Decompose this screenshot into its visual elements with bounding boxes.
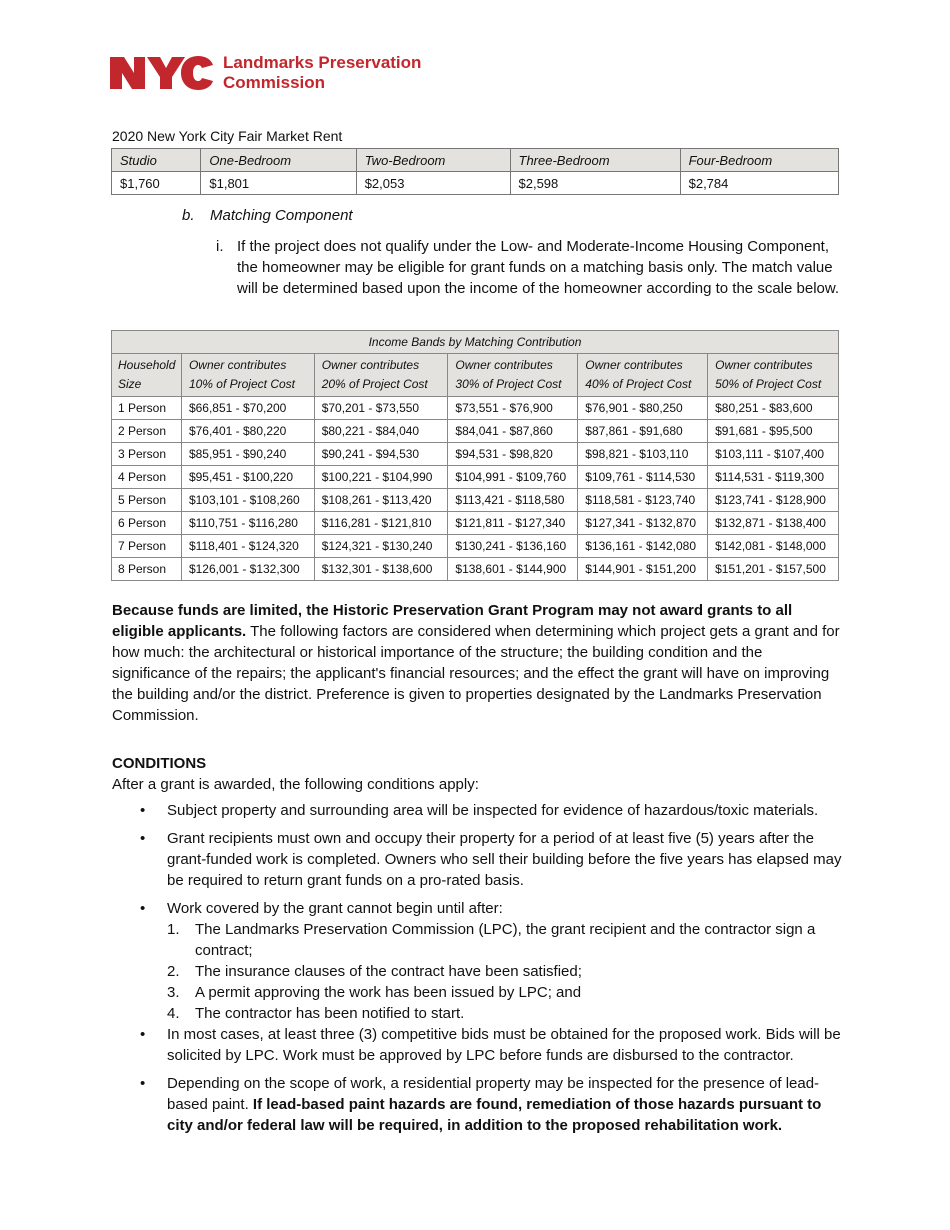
income-band-cell: $104,991 - $109,760 — [448, 466, 578, 489]
list-marker: 4. — [167, 1005, 180, 1022]
income-band-cell: $66,851 - $70,200 — [181, 397, 314, 420]
work-prerequisites-list — [140, 919, 845, 1024]
income-band-cell: $87,861 - $91,680 — [578, 420, 708, 443]
income-band-cell: $126,001 - $132,300 — [181, 558, 314, 581]
list-item — [140, 800, 845, 821]
income-band-cell: $80,221 - $84,040 — [314, 420, 448, 443]
income-band-cell: $103,111 - $107,400 — [708, 443, 839, 466]
list-marker: b. — [182, 207, 195, 224]
nyc-lpc-logo — [110, 52, 421, 94]
list-item-text: Grant recipients must own and occupy their property for a period of at least five (5) years after the grant-funded work is completed. Owners who sell their building before the five years has elapsed may be required to return grant funds on a pro-rated basis. — [167, 830, 842, 889]
funding-paragraph-bold: Because funds are limited, the Historic Preservation Grant Program may not award grants to all eligible applicants. — [112, 602, 793, 640]
funding-paragraph-text: The following factors are considered when determining which project gets a grant and for how much: the architectural or historical importance of the structure; the building condition and the significance of the repairs; the applicant's financial resources; and the effect the grant will have on improving the building and/or the district. Preference is given to properties designated by the Landmarks Preservation Commission. — [112, 623, 840, 724]
income-band-cell: $114,531 - $119,300 — [708, 466, 839, 489]
household-size-cell: 2 Person — [112, 420, 182, 443]
income-table-title: Income Bands by Matching Contribution — [112, 331, 839, 354]
household-size-cell: 7 Person — [112, 535, 182, 558]
income-bands-table — [111, 330, 839, 581]
fmr-header-row — [112, 149, 839, 172]
income-band-cell: $73,551 - $76,900 — [448, 397, 578, 420]
contribution-header: Owner contributes 10% of Project Cost — [181, 354, 314, 397]
income-band-cell: $109,761 - $114,530 — [578, 466, 708, 489]
list-item-text: The Landmarks Preservation Commission (LPC), the grant recipient and the contractor sign a contract; — [195, 921, 816, 959]
org-name-line2: Commission — [223, 73, 326, 92]
income-band-cell: $84,041 - $87,860 — [448, 420, 578, 443]
household-size-header: Household Size — [112, 354, 182, 397]
income-band-cell: $136,161 - $142,080 — [578, 535, 708, 558]
fmr-header-cell: Studio — [112, 149, 201, 172]
bullet-icon: • — [140, 1026, 146, 1043]
income-band-cell: $103,101 - $108,260 — [181, 489, 314, 512]
bullet-icon: • — [140, 830, 146, 847]
contribution-header: Owner contributes 20% of Project Cost — [314, 354, 448, 397]
list-item-text: A permit approving the work has been issued by LPC; and — [195, 984, 582, 1001]
list-item-text: Work covered by the grant cannot begin until after: — [167, 900, 503, 917]
list-item — [140, 898, 845, 919]
income-band-cell: $70,201 - $73,550 — [314, 397, 448, 420]
income-band-cell: $130,241 - $136,160 — [448, 535, 578, 558]
income-band-cell: $123,741 - $128,900 — [708, 489, 839, 512]
income-band-cell: $85,951 - $90,240 — [181, 443, 314, 466]
income-band-cell: $90,241 - $94,530 — [314, 443, 448, 466]
funding-paragraph — [112, 600, 842, 726]
org-name-line1: Landmarks Preservation — [223, 53, 422, 72]
list-item — [140, 828, 845, 891]
income-band-cell: $142,081 - $148,000 — [708, 535, 839, 558]
income-band-cell: $100,221 - $104,990 — [314, 466, 448, 489]
income-band-cell: $116,281 - $121,810 — [314, 512, 448, 535]
income-band-cell: $95,451 - $100,220 — [181, 466, 314, 489]
list-item-text: Subject property and surrounding area will be inspected for evidence of hazardous/toxic materials. — [167, 802, 819, 819]
fmr-value-cell: $1,760 — [112, 172, 201, 195]
conditions-heading: CONDITIONS — [112, 755, 207, 772]
fmr-value-cell: $2,598 — [510, 172, 680, 195]
bullet-icon: • — [140, 900, 146, 917]
contribution-header: Owner contributes 50% of Project Cost — [708, 354, 839, 397]
income-band-cell: $94,531 - $98,820 — [448, 443, 578, 466]
fmr-header-cell: Three-Bedroom — [510, 149, 680, 172]
list-item — [167, 919, 845, 961]
income-table-header-row — [112, 354, 839, 397]
fmr-value-cell: $2,784 — [680, 172, 838, 195]
conditions-list — [140, 800, 845, 1143]
table-row — [112, 558, 839, 581]
table-row — [112, 397, 839, 420]
household-size-cell: 6 Person — [112, 512, 182, 535]
income-band-cell: $113,421 - $118,580 — [448, 489, 578, 512]
matching-component-text: If the project does not qualify under the Low- and Moderate-Income Housing Component, the homeowner may be eligible for grant funds on a matching basis only. The match value will be determined based upon the income of the homeowner according to the scale below. — [237, 238, 840, 297]
income-table-title-row — [112, 331, 839, 354]
contribution-header: Owner contributes 40% of Project Cost — [578, 354, 708, 397]
income-band-cell: $118,581 - $123,740 — [578, 489, 708, 512]
income-band-cell: $118,401 - $124,320 — [181, 535, 314, 558]
income-band-cell: $132,871 - $138,400 — [708, 512, 839, 535]
table-row — [112, 512, 839, 535]
contribution-header: Owner contributes 30% of Project Cost — [448, 354, 578, 397]
list-marker: 1. — [167, 921, 180, 938]
matching-component-title: Matching Component — [210, 207, 353, 224]
fmr-header-cell: Four-Bedroom — [680, 149, 838, 172]
income-band-cell: $76,901 - $80,250 — [578, 397, 708, 420]
fmr-value-cell: $2,053 — [356, 172, 510, 195]
household-size-cell: 4 Person — [112, 466, 182, 489]
list-item — [140, 1024, 845, 1066]
fair-market-rent-table — [111, 148, 839, 195]
table-row — [112, 489, 839, 512]
fmr-table-caption: 2020 New York City Fair Market Rent — [112, 128, 343, 144]
fmr-header-cell: Two-Bedroom — [356, 149, 510, 172]
lead-paint-warning: If lead-based paint hazards are found, remediation of those hazards pursuant to city and/or federal law will be required, in addition to the proposed rehabilitation work. — [167, 1096, 822, 1134]
table-row — [112, 443, 839, 466]
fmr-value-row — [112, 172, 839, 195]
fmr-header-cell: One-Bedroom — [201, 149, 356, 172]
fmr-value-cell: $1,801 — [201, 172, 356, 195]
income-band-cell: $76,401 - $80,220 — [181, 420, 314, 443]
nyc-logo-icon — [110, 53, 215, 93]
list-item-text: In most cases, at least three (3) competitive bids must be obtained for the proposed work. Bids will be solicited by LPC. Work must be approved by LPC before funds are disbursed to the contractor. — [167, 1026, 841, 1064]
table-row — [112, 466, 839, 489]
income-band-cell: $91,681 - $95,500 — [708, 420, 839, 443]
income-band-cell: $144,901 - $151,200 — [578, 558, 708, 581]
income-band-cell: $121,811 - $127,340 — [448, 512, 578, 535]
income-band-cell: $124,321 - $130,240 — [314, 535, 448, 558]
list-item-text: The contractor has been notified to start. — [195, 1005, 465, 1022]
conditions-intro: After a grant is awarded, the following conditions apply: — [112, 776, 479, 793]
income-band-cell: $138,601 - $144,900 — [448, 558, 578, 581]
list-item-text: Depending on the scope of work, a residential property may be inspected for the presence of lead-based paint. If lead-based paint hazards are found, remediation of those hazards pursuant to city and/or federal law will be required, in addition to the proposed rehabilitation work. — [167, 1075, 822, 1134]
list-marker: i. — [216, 238, 224, 255]
list-item — [167, 982, 845, 1003]
income-band-cell: $98,821 - $103,110 — [578, 443, 708, 466]
income-band-cell: $151,201 - $157,500 — [708, 558, 839, 581]
list-item — [167, 961, 845, 982]
income-band-cell: $127,341 - $132,870 — [578, 512, 708, 535]
list-marker: 2. — [167, 963, 180, 980]
bullet-icon: • — [140, 802, 146, 819]
table-row — [112, 535, 839, 558]
table-row — [112, 420, 839, 443]
income-band-cell: $108,261 - $113,420 — [314, 489, 448, 512]
list-marker: 3. — [167, 984, 180, 1001]
list-item-text: The insurance clauses of the contract have been satisfied; — [195, 963, 582, 980]
matching-component-item — [216, 236, 846, 299]
list-item — [167, 1003, 845, 1024]
income-band-cell: $132,301 - $138,600 — [314, 558, 448, 581]
list-item — [140, 1073, 845, 1136]
household-size-cell: 8 Person — [112, 558, 182, 581]
income-band-cell: $80,251 - $83,600 — [708, 397, 839, 420]
household-size-cell: 3 Person — [112, 443, 182, 466]
bullet-icon: • — [140, 1075, 146, 1092]
household-size-cell: 1 Person — [112, 397, 182, 420]
household-size-cell: 5 Person — [112, 489, 182, 512]
matching-component-heading — [182, 207, 353, 224]
org-name — [223, 53, 421, 93]
income-band-cell: $110,751 - $116,280 — [181, 512, 314, 535]
